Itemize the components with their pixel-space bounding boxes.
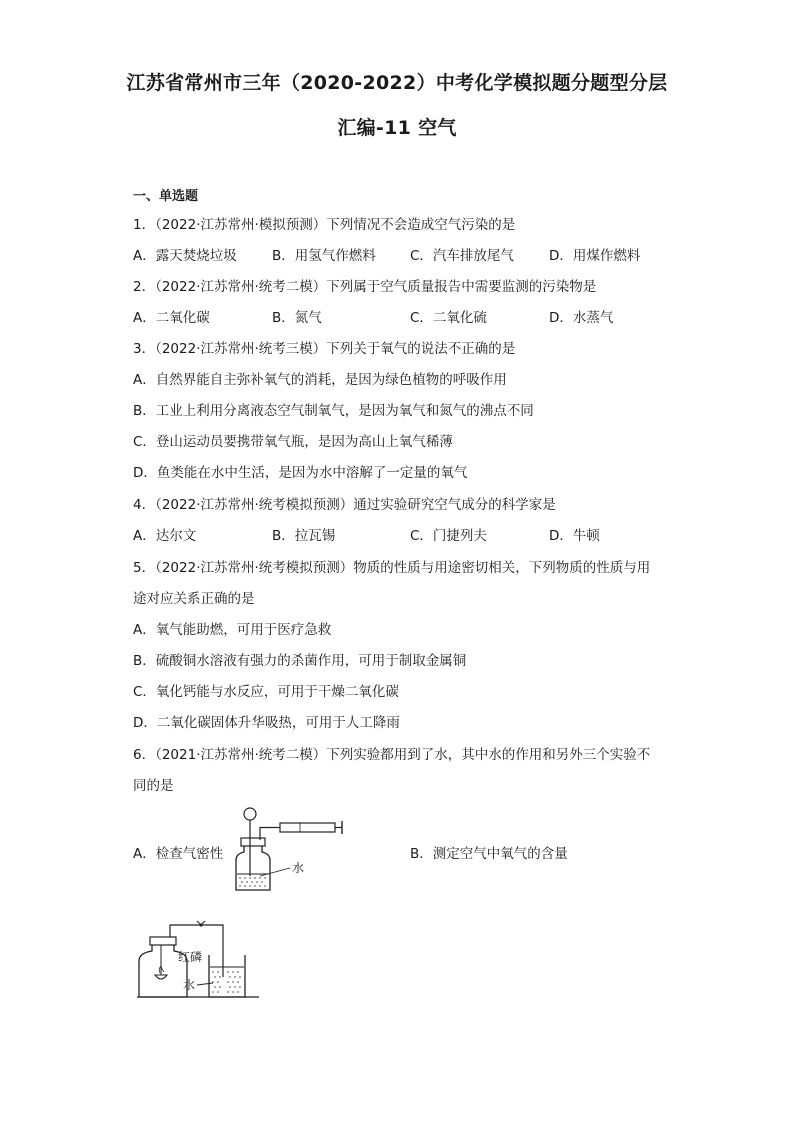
option-b: B．氮气 [272, 310, 322, 326]
question-5-option-d: D．二氧化碳固体升华吸热，可用于人工降雨 [133, 715, 400, 731]
section-heading: 一、单选题 [133, 189, 199, 204]
question-3-stem: 3．（2022·江苏常州·统考三模）下列关于氧气的说法不正确的是 [133, 341, 516, 357]
question-3-option-d: D．鱼类能在水中生活，是因为水中溶解了一定量的氧气 [133, 465, 468, 481]
question-6-stem-line-2: 同的是 [133, 778, 174, 794]
water-label: 水 [183, 978, 196, 992]
question-3-option-c: C．登山运动员要携带氧气瓶，是因为高山上氧气稀薄 [133, 434, 453, 450]
question-6-option-b: B．测定空气中氧气的含量 [410, 846, 568, 862]
question-5-option-b: B．硫酸铜水溶液有强力的杀菌作用，可用于制取金属铜 [133, 653, 467, 669]
option-d: D．水蒸气 [549, 310, 614, 326]
option-c: C．二氧化硫 [410, 310, 487, 326]
option-b: B．用氢气作燃料 [272, 248, 376, 264]
airtightness-apparatus-figure [230, 800, 350, 896]
red-phosphorus-label: 红磷 [178, 950, 203, 964]
question-5-stem-line-1: 5．（2022·江苏常州·统考模拟预测）物质的性质与用途密切相关，下列物质的性质与用 [133, 560, 651, 576]
water-label: 水 [292, 861, 305, 875]
option-a: A．达尔文 [133, 528, 197, 544]
option-c: C．汽车排放尾气 [410, 248, 514, 264]
option-a: A．二氧化碳 [133, 310, 210, 326]
title-line-2: 汇编-11 空气 [337, 117, 457, 139]
question-3-option-b: B．工业上利用分离液态空气制氧气，是因为氧气和氮气的沸点不同 [133, 403, 534, 419]
question-5-option-c: C．氧化钙能与水反应，可用于干燥二氧化碳 [133, 684, 399, 700]
option-c: C．门捷列夫 [410, 528, 487, 544]
question-6-stem-line-1: 6．（2021·江苏常州·统考二模）下列实验都用到了水，其中水的作用和另外三个实验不 [133, 747, 651, 763]
option-d: D．牛顿 [549, 528, 600, 544]
title-line-1: 江苏省常州市三年（2020-2022）中考化学模拟题分题型分层 [126, 72, 668, 94]
option-d: D．用煤作燃料 [549, 248, 641, 264]
question-2-stem: 2．（2022·江苏常州·统考二模）下列属于空气质量报告中需要监测的污染物是 [133, 279, 597, 295]
option-a: A．露天焚烧垃圾 [133, 248, 237, 264]
question-6-option-a: A．检查气密性 [133, 846, 224, 862]
question-3-option-a: A．自然界能自主弥补氧气的消耗，是因为绿色植物的呼吸作用 [133, 372, 507, 388]
question-4-stem: 4．（2022·江苏常州·统考模拟预测）通过实验研究空气成分的科学家是 [133, 497, 556, 513]
option-b: B．拉瓦锡 [272, 528, 336, 544]
question-5-option-a: A．氧气能助燃，可用于医疗急救 [133, 622, 332, 638]
question-1-stem: 1．（2022·江苏常州·模拟预测）下列情况不会造成空气污染的是 [133, 217, 516, 233]
question-5-stem-line-2: 途对应关系正确的是 [133, 591, 255, 607]
oxygen-measurement-apparatus-figure [133, 915, 263, 1000]
